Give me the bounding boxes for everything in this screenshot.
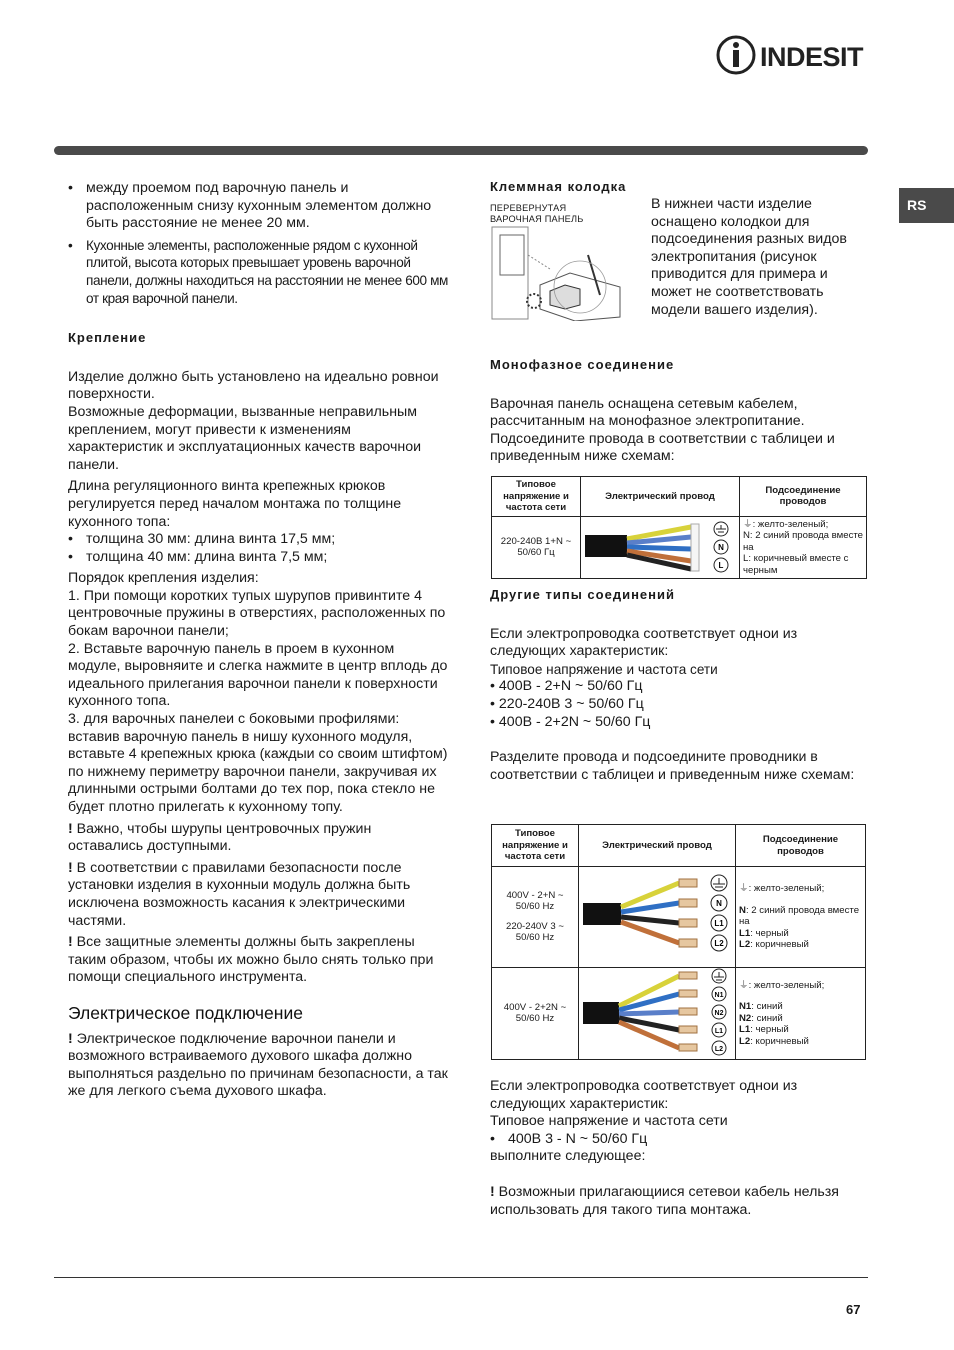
svg-text:L2: L2 [714, 939, 724, 948]
table-header: Электрический провод [579, 825, 736, 867]
paragraph: Типовое напряжение и частота сети [490, 661, 718, 677]
cable-cell [581, 516, 740, 579]
cable-illustration [581, 517, 737, 575]
ground-icon: ⏚ [743, 518, 753, 530]
multi-wiring-table [491, 824, 866, 1060]
section-heading-other: Другие типы соединений [490, 587, 675, 602]
footer-divider [54, 1277, 868, 1278]
svg-text:L1: L1 [714, 919, 724, 928]
list-item: • 400В - 2+2N ~ 50/60 Гц [490, 713, 651, 730]
paragraph: 3. для варочных панелеи с боковыми профилями: вставив варочную панель в нишу кухонного модуля, вставьте 4 крепежных крюка (каждыи со своим штифтом) по нижнему периметру варочнои панели, закручивая их длинными острыми болтами до тех пор, пока стекло не будет плотно прилегать к кухонному топу. [68, 711, 448, 815]
svg-text:N1: N1 [714, 991, 724, 999]
paragraph: 2. Вставьте варочную панель в проем в кухонном модуле, выровняите и слегка нажмите в центр вплодь до идеального прилегания варочнои панели к поверхности кухонного топа. [68, 640, 448, 710]
bullet-item: • 400В 3 - N ~ 50/60 Гц [490, 1131, 868, 1149]
page-number: 67 [846, 1302, 861, 1317]
bottom-section [490, 1078, 868, 1219]
warning-paragraph: ! Все защитные элементы должны быть закреплены таким образом, чтобы их можно было снять только при помощи специального инструмента. [68, 934, 434, 986]
left-column [68, 180, 448, 1101]
bullet-item: • толщина 40 мм: длина винта 7,5 мм; [68, 549, 448, 567]
language-tab: RS [899, 188, 954, 223]
paragraph: Длина регуляционного винта крепежных крюков регулируется перед началом монтажа по толщине кухонного топа: [68, 478, 402, 530]
bullet-item: • между проемом под варочную панель и расположенным снизу кухонным элементом должно быть расстояние не менее 20 мм. [68, 180, 448, 233]
table-header: Подсоединение проводов [736, 825, 866, 867]
terminal-block-figure [490, 203, 630, 323]
svg-text:N: N [718, 542, 724, 552]
connection-cell: ⏚: желто-зеленый; N: 2 синий провода вместе на L1: черный L2: коричневый [736, 867, 866, 968]
table-header: Подсоединение проводов [740, 477, 867, 517]
warning-paragraph: ! Важно, чтобы шурупы центровочных пружин оставались доступными. [68, 820, 372, 855]
paragraph: В нижнеи части изделие оснащено колодкои для подсоединения разных видов электропитания (рисунок приводится для примера и может не соответствовать модели вашего изделия). [651, 196, 847, 318]
paragraph: Типовое напряжение и частота сети [490, 1113, 728, 1130]
cable-cell [579, 867, 736, 968]
paragraph: выполните следующее: [490, 1148, 646, 1165]
section-heading-fixing: Крепление [68, 330, 147, 346]
right-column [490, 178, 868, 196]
other-section [490, 586, 868, 784]
paragraph: Изделие должно быть установлено на идеально ровнои поверхности. [68, 368, 439, 403]
voltage-cell: 400V - 2+2N ~ 50/60 Hz [492, 967, 579, 1060]
cable-cell [579, 967, 736, 1060]
table-header: Типовое напряжение и частота сети [492, 477, 581, 517]
section-heading-electrical: Электрическое подключение [68, 1002, 303, 1023]
svg-text:L: L [718, 560, 724, 570]
table-header: Типовое напряжение и частота сети [492, 825, 579, 867]
warning-paragraph: ! Электрическое подключение варочнои панели и возможного встраиваемого духового шкафа должно выполняться раздельно по причинам безопасности, а так же для легкого съема духового шкафа. [68, 1030, 448, 1100]
list-item: • 220-240В 3 ~ 50/60 Гц [490, 695, 644, 712]
mono-section [490, 356, 868, 466]
warning-paragraph: ! Возможныи прилагающиися сетевои кабель нельзя использовать для такого типа монтажа. [490, 1183, 839, 1218]
connection-cell: ⏚: желто-зеленый; N: 2 синий провода вместе на L: коричневый вместе с черным [740, 516, 867, 579]
table-header: Электрический провод [581, 477, 740, 517]
bullet-item: • толщина 30 мм: длина винта 17,5 мм; [68, 531, 448, 549]
ground-icon: ⏚ [739, 883, 749, 894]
bullet-item: • Кухонные элементы, расположенные рядом с кухонной плитой, высота которых превышает уровень варочной панели, должны находиться на расстоянии не менее 600 мм от края варочной панели. [68, 237, 448, 307]
paragraph: Разделите провода и подсоедините проводники в соответствии с таблицеи и приведенным ниже схемам: [490, 749, 855, 783]
ground-icon: ⏚ [739, 979, 749, 991]
header-bar [54, 146, 868, 155]
terminal-illustration [490, 225, 630, 321]
terminal-description [651, 196, 869, 319]
figure-label: ПЕРЕВЕРНУТАЯ ВАРОЧНАЯ ПАНЕЛЬ [490, 203, 584, 224]
cable-illustration [579, 968, 733, 1056]
paragraph: Если электропроводка соответствует однои из следующих характеристик: [490, 1078, 798, 1112]
connection-cell: ⏚: желто-зеленый; N1: синий N2: синий L1: черный L2: коричневый [736, 967, 866, 1060]
section-heading-mono: Монофазное соединение [490, 357, 675, 372]
section-heading-terminal: Клеммная колодка [490, 179, 627, 194]
indesit-logo [716, 34, 876, 76]
mono-wiring-table [491, 476, 867, 579]
paragraph: Порядок крепления изделия: [68, 570, 259, 587]
paragraph: Варочная панель оснащена сетевым кабелем, рассчитанным на монофазное электропитание. Подсоедините провода в соответствии с таблицеи и приведенным ниже схемам: [490, 395, 835, 465]
cable-illustration [579, 867, 733, 963]
paragraph: Если электропроводка соответствует однои из следующих характеристик: [490, 625, 798, 660]
voltage-cell: 220-240В 1+N ~ 50/60 Гц [492, 516, 581, 579]
list-item: • 400В - 2+N ~ 50/60 Гц [490, 678, 643, 695]
voltage-cell: 400V - 2+N ~ 50/60 Hz 220-240V 3 ~ 50/60 Hz [492, 867, 579, 968]
paragraph: 1. При помощи коротких тупых шурупов привинтите 4 центровочные пружины в отверстиях, расположенных по бокам варочнои панели; [68, 587, 446, 640]
svg-text:N2: N2 [714, 1009, 724, 1017]
svg-text:INDESIT: INDESIT [760, 42, 864, 72]
svg-text:L2: L2 [714, 1045, 724, 1053]
paragraph: Возможные деформации, вызванные неправильным креплением, могут привести к изменениям характеристик и эксплуатационных качеств варочнои панели. [68, 403, 422, 473]
svg-text:L1: L1 [714, 1027, 724, 1035]
svg-text:N: N [716, 899, 722, 908]
warning-paragraph: ! В соответствии с правилами безопасности после установки изделия в кухонныи модуль должна быть исключена возможность касания к электрическими частями. [68, 859, 411, 929]
